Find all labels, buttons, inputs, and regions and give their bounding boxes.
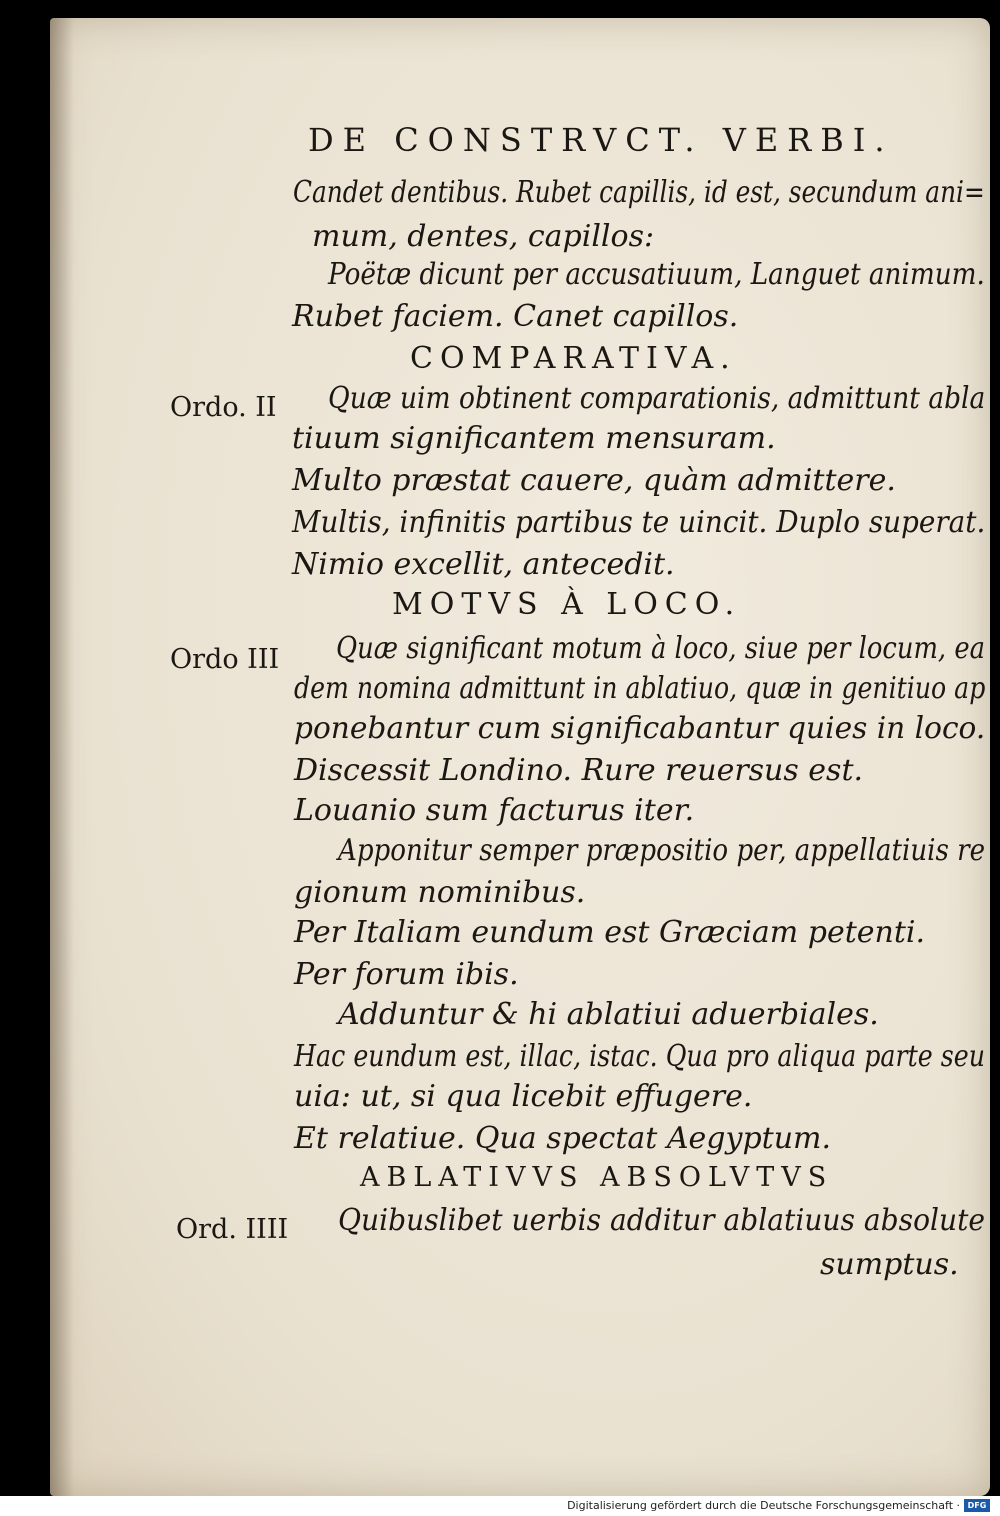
margin-label-ordo-3: Ordo III [170,644,280,675]
text-line-5: Quæ uim obtinent comparationis, admittunt abla [328,381,986,416]
text-line-20: Hac eundum est, illac, istac. Qua pro aliqua parte seu [294,1039,985,1074]
text-line-18: Per forum ibis. [294,957,519,992]
margin-label-ordo-4: Ord. IIII [176,1214,289,1245]
text-line-9: Nimio excellit, antecedit. [292,547,675,582]
text-line-8: Multis, infinitis partibus te uincit. Duplo superat. [292,505,986,540]
footer-credit: Digitalisierung gefördert durch die Deutsche Forschungsgemeinschaft · [567,1499,960,1512]
page-gutter-shadow [50,18,74,1496]
text-line-3: Poëtæ dicunt per accusatiuum, Languet animum. [328,257,985,292]
text-line-24: sumptus. [820,1247,959,1282]
heading-ablativus-absolutus: ABLATIVVS ABSOLVTVS [360,1162,834,1193]
text-line-1: Candet dentibus. Rubet capillis, id est, secundum ani= [293,175,985,210]
text-line-19: Adduntur & hi ablatiui aduerbiales. [338,997,879,1032]
text-line-16: gionum nominibus. [294,875,586,910]
text-line-13: Discessit Londino. Rure reuersus est. [294,753,864,788]
text-line-7: Multo præstat cauere, quàm admittere. [292,463,896,498]
text-line-12: ponebantur cum significabantur quies in loco. [294,711,986,746]
heading-motus-a-loco: MOTVS À LOCO. [392,587,742,622]
text-line-11: dem nomina admittunt in ablatiuo, quæ in genitiuo ap [294,671,986,706]
dfg-logo: DFG [964,1499,990,1512]
text-line-6: tiuum significantem mensuram. [292,421,776,456]
text-line-22: Et relatiue. Qua spectat Aegyptum. [294,1121,832,1156]
text-line-15: Apponitur semper præpositio per, appellatiuis re [338,833,986,868]
text-line-17: Per Italiam eundum est Græciam petenti. [294,915,926,950]
text-line-14: Louanio sum facturus iter. [294,793,695,828]
text-line-2: mum, dentes, capillos: [312,219,655,254]
text-line-23: Quibuslibet uerbis additur ablatiuus absolute [338,1203,986,1238]
margin-label-ordo-2: Ordo. II [170,392,277,423]
text-line-4: Rubet faciem. Canet capillos. [292,299,739,334]
heading-comparativa: COMPARATIVA. [410,341,737,376]
text-line-10: Quæ significant motum à loco, siue per locum, ea [336,631,985,666]
text-line-21: uia: ut, si qua licebit effugere. [294,1079,753,1114]
running-head: DE CONSTRVCT. VERBI. [308,121,894,159]
